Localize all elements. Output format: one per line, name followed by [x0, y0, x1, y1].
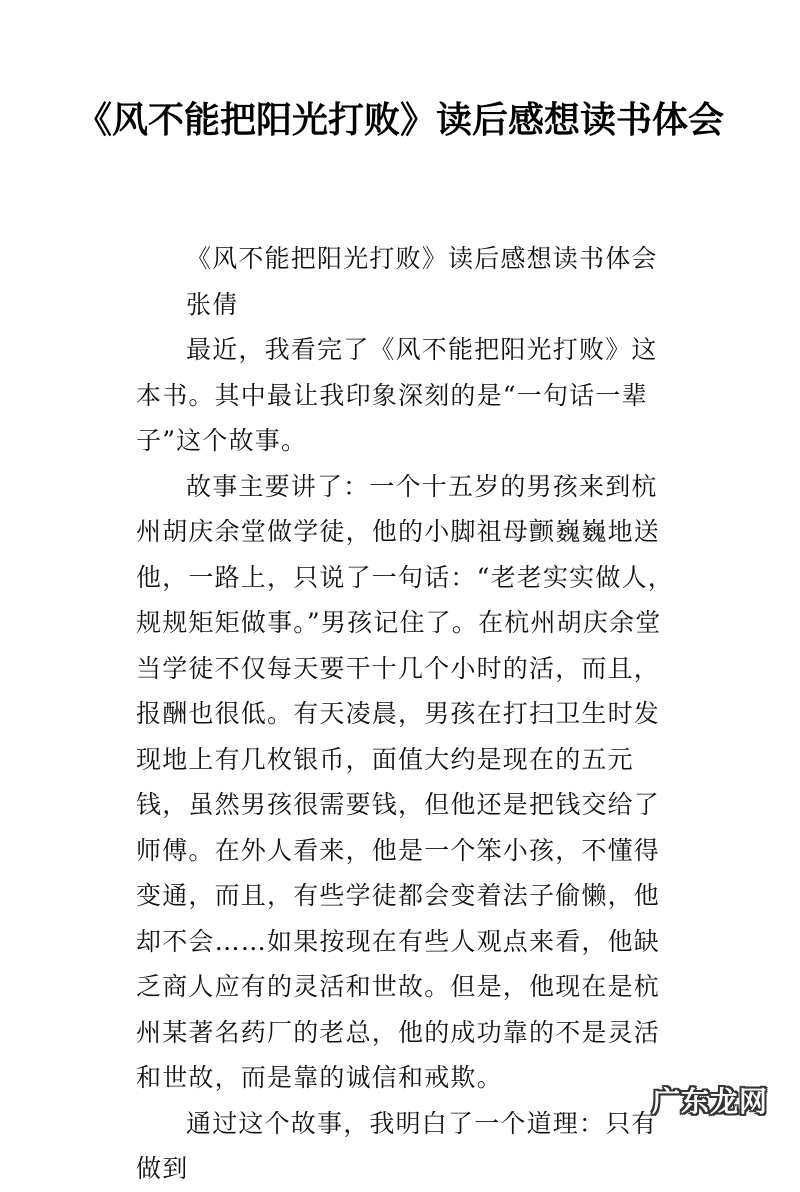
paragraph-subtitle: 《风不能把阳光打败》读后感想读书体会 — [186, 244, 658, 273]
paragraph-intro: 最近，我看完了《风不能把阳光打败》这本书。其中最让我印象深刻的是“一句话一辈子”这个故事。 — [136, 335, 658, 455]
paragraph-story: 故事主要讲了：一个十五岁的男孩来到杭州胡庆余堂做学徒，他的小脚祖母颤巍巍地送他，一路上，只说了一句话：“老老实实做人，规规矩矩做事。”男孩记住了。在杭州胡庆余堂当学徒不仅每天要干十几个小时的活，而且，报酬也很低。有天凌晨，男孩在打扫卫生时发现地上有几枚银币，面值大约是现在的五元钱，虽然男孩很需要钱，但他还是把钱交给了师傅。在外人看来，他是一个笨小孩，不懂得变通，而且，有些学徒都会变着法子偷懒，他却不会……如果按现在有些人观点来看，他缺乏商人应有的灵活和世故。但是，他现在是杭州某著名药厂的老总，他的成功靠的不是灵活和世故，而是靠的诚信和戒欺。 — [136, 471, 674, 1092]
document-body — [136, 236, 676, 1192]
document-title: 《风不能把阳光打败》读后感想读书体会 — [75, 100, 724, 141]
watermark-logo: 广东龙网 — [651, 1085, 768, 1118]
paragraph-conclusion: 通过这个故事，我明白了一个道理：只有做到 — [136, 1108, 658, 1183]
paragraph-author: 张倩 — [186, 289, 239, 319]
